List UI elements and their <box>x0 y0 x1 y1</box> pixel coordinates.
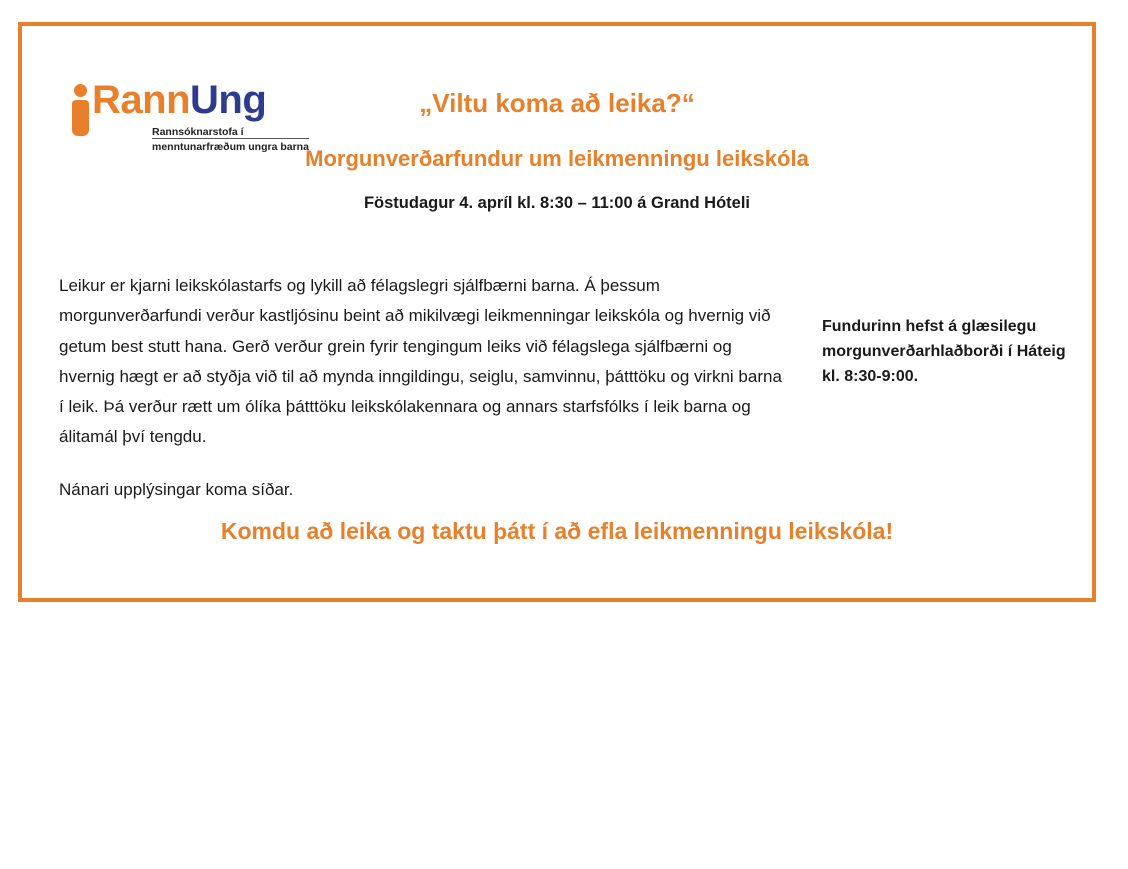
body-text <box>59 271 784 505</box>
side-note: Fundurinn hefst á glæsilegu morgunverðarhlaðborði í Háteig kl. 8:30-9:00. <box>822 318 1066 385</box>
callout-text: Komdu að leika og taktu þátt í að efla leikmenningu leikskóla! <box>220 518 894 544</box>
event-datetime: Föstudagur 4. apríl kl. 8:30 – 11:00 á Grand Hóteli <box>363 194 751 212</box>
page-title: „Viltu koma að leika?“ <box>419 88 695 118</box>
logo-word-ung: Ung <box>190 78 267 122</box>
logo-word-rann: Rann <box>92 78 190 122</box>
flyer-card <box>18 22 1096 602</box>
logo-subtitle-line2: menntunarfræðum ungra barna <box>152 138 309 153</box>
body-paragraph-1: Leikur er kjarni leikskólastarfs og lykill að félagslegri sjálfbærni barna. Á þessum morgunverðarfundi verður kastljósinu beint að mikilvægi leikmenningar leikskóla og hvernig við getum best stutt hana. Gerð verður grein fyrir tengingum leiks við félagslega sjálfbærni og hvernig hægt er að styðja við til að mynda inngildingu, seiglu, samvinnu, þátttöku og virkni barna í leik. Þá verður rætt um ólíka þátttöku leikskólakennara og annars starfsfólks í leik barna og álitamál því tengdu. <box>59 276 782 447</box>
page-subtitle: Morgunverðarfundur um leikmenningu leikskóla <box>305 146 809 171</box>
logo-subtitle-line1: Rannsóknarstofa í <box>152 126 244 138</box>
body-paragraph-2: Nánari upplýsingar koma síðar. <box>59 479 294 499</box>
